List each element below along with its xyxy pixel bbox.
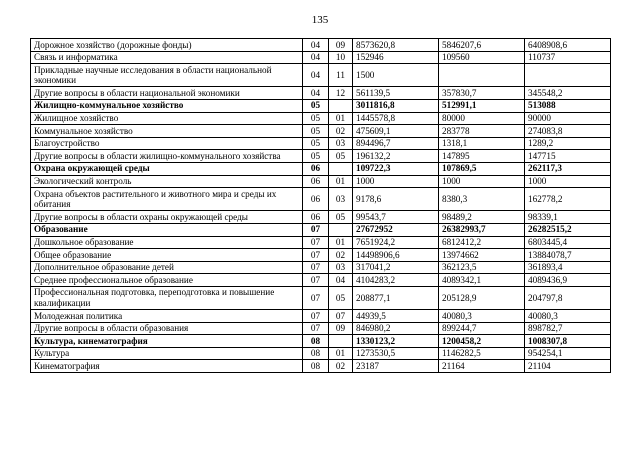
amount-year1-cell: 4104283,2 <box>353 274 439 287</box>
table-row <box>31 310 611 323</box>
section-code-cell: 07 <box>303 249 329 262</box>
name-cell: Связь и информатика <box>31 51 303 64</box>
section-code-cell: 07 <box>303 236 329 249</box>
table-section-row <box>31 223 611 236</box>
section-code-cell: 06 <box>303 175 329 188</box>
amount-year2-cell: 147895 <box>439 150 525 163</box>
amount-year1-cell: 475609,1 <box>353 125 439 138</box>
table-row <box>31 87 611 100</box>
amount-year3-cell: 954254,1 <box>525 347 611 360</box>
amount-year2-cell: 40080,3 <box>439 310 525 323</box>
name-cell: Дорожное хозяйство (дорожные фонды) <box>31 39 303 52</box>
page-number: 135 <box>311 14 329 26</box>
name-cell: Благоустройство <box>31 137 303 150</box>
subsection-code-cell: 05 <box>329 150 353 163</box>
name-cell: Профессиональная подготовка, переподготовка и повышение квалификации <box>31 286 303 309</box>
subsection-code-cell: 09 <box>329 39 353 52</box>
amount-year2-cell: 5846207,6 <box>439 39 525 52</box>
amount-year2-cell: 98489,2 <box>439 211 525 224</box>
amount-year3-cell: 90000 <box>525 112 611 125</box>
amount-year3-cell: 1289,2 <box>525 137 611 150</box>
subsection-code-cell: 05 <box>329 286 353 309</box>
section-code-cell: 06 <box>303 211 329 224</box>
name-cell: Среднее профессиональное образование <box>31 274 303 287</box>
name-cell: Жилищно-коммунальное хозяйство <box>31 99 303 112</box>
amount-year1-cell: 1000 <box>353 175 439 188</box>
amount-year2-cell: 21164 <box>439 360 525 373</box>
amount-year1-cell: 152946 <box>353 51 439 64</box>
amount-year3-cell: 4089436,9 <box>525 274 611 287</box>
section-code-cell: 07 <box>303 322 329 335</box>
name-cell: Другие вопросы в области национальной экономики <box>31 87 303 100</box>
amount-year2-cell <box>439 64 525 87</box>
table-row <box>31 236 611 249</box>
table-row <box>31 51 611 64</box>
table-row <box>31 249 611 262</box>
name-cell: Жилищное хозяйство <box>31 112 303 125</box>
subsection-code-cell: 12 <box>329 87 353 100</box>
section-code-cell: 04 <box>303 51 329 64</box>
section-code-cell: 06 <box>303 188 329 211</box>
name-cell: Молодежная политика <box>31 310 303 323</box>
amount-year1-cell: 8573620,8 <box>353 39 439 52</box>
amount-year3-cell: 21104 <box>525 360 611 373</box>
section-code-cell: 07 <box>303 261 329 274</box>
subsection-code-cell: 01 <box>329 347 353 360</box>
table-row <box>31 274 611 287</box>
amount-year3-cell: 26282515,2 <box>525 223 611 236</box>
amount-year2-cell: 1146282,5 <box>439 347 525 360</box>
name-cell: Другие вопросы в области охраны окружающей среды <box>31 211 303 224</box>
table-section-row <box>31 162 611 175</box>
amount-year2-cell: 107869,5 <box>439 162 525 175</box>
name-cell: Коммунальное хозяйство <box>31 125 303 138</box>
amount-year2-cell: 80000 <box>439 112 525 125</box>
amount-year3-cell: 13884078,7 <box>525 249 611 262</box>
amount-year2-cell: 4089342,1 <box>439 274 525 287</box>
amount-year3-cell: 345548,2 <box>525 87 611 100</box>
section-code-cell: 08 <box>303 347 329 360</box>
amount-year2-cell: 109560 <box>439 51 525 64</box>
table-row <box>31 175 611 188</box>
amount-year1-cell: 1500 <box>353 64 439 87</box>
amount-year3-cell: 513088 <box>525 99 611 112</box>
subsection-code-cell: 03 <box>329 137 353 150</box>
amount-year2-cell: 8380,3 <box>439 188 525 211</box>
amount-year1-cell: 561139,5 <box>353 87 439 100</box>
name-cell: Дошкольное образование <box>31 236 303 249</box>
amount-year1-cell: 23187 <box>353 360 439 373</box>
table-section-row <box>31 99 611 112</box>
amount-year1-cell: 894496,7 <box>353 137 439 150</box>
amount-year1-cell: 196132,2 <box>353 150 439 163</box>
subsection-code-cell: 03 <box>329 261 353 274</box>
subsection-code-cell: 11 <box>329 64 353 87</box>
amount-year1-cell: 846980,2 <box>353 322 439 335</box>
section-code-cell: 05 <box>303 112 329 125</box>
amount-year3-cell: 1000 <box>525 175 611 188</box>
subsection-code-cell: 01 <box>329 175 353 188</box>
section-code-cell: 06 <box>303 162 329 175</box>
amount-year1-cell: 3011816,8 <box>353 99 439 112</box>
table-row <box>31 360 611 373</box>
table-row <box>31 150 611 163</box>
amount-year1-cell: 109722,3 <box>353 162 439 175</box>
amount-year3-cell: 98339,1 <box>525 211 611 224</box>
subsection-code-cell: 07 <box>329 310 353 323</box>
amount-year2-cell: 1318,1 <box>439 137 525 150</box>
subsection-code-cell: 01 <box>329 236 353 249</box>
section-code-cell: 04 <box>303 87 329 100</box>
name-cell: Дополнительное образование детей <box>31 261 303 274</box>
section-code-cell: 07 <box>303 223 329 236</box>
name-cell: Охрана объектов растительного и животного мира и среды их обитания <box>31 188 303 211</box>
amount-year3-cell: 110737 <box>525 51 611 64</box>
amount-year1-cell: 317041,2 <box>353 261 439 274</box>
table-section-row <box>31 335 611 348</box>
amount-year3-cell: 262117,3 <box>525 162 611 175</box>
amount-year2-cell: 26382993,7 <box>439 223 525 236</box>
name-cell: Общее образование <box>31 249 303 262</box>
amount-year2-cell: 6812412,2 <box>439 236 525 249</box>
section-code-cell: 04 <box>303 64 329 87</box>
name-cell: Кинематография <box>31 360 303 373</box>
subsection-code-cell <box>329 335 353 348</box>
amount-year1-cell: 44939,5 <box>353 310 439 323</box>
table-row <box>31 188 611 211</box>
table-row <box>31 261 611 274</box>
section-code-cell: 04 <box>303 39 329 52</box>
section-code-cell: 05 <box>303 99 329 112</box>
amount-year2-cell: 362123,5 <box>439 261 525 274</box>
subsection-code-cell <box>329 162 353 175</box>
name-cell: Образование <box>31 223 303 236</box>
table-row <box>31 39 611 52</box>
budget-table <box>30 38 611 373</box>
subsection-code-cell: 03 <box>329 188 353 211</box>
subsection-code-cell: 10 <box>329 51 353 64</box>
amount-year3-cell: 6408908,6 <box>525 39 611 52</box>
name-cell: Прикладные научные исследования в области национальной экономики <box>31 64 303 87</box>
section-code-cell: 08 <box>303 360 329 373</box>
amount-year2-cell: 512991,1 <box>439 99 525 112</box>
table-row <box>31 125 611 138</box>
amount-year2-cell: 13974662 <box>439 249 525 262</box>
amount-year3-cell: 898782,7 <box>525 322 611 335</box>
subsection-code-cell: 01 <box>329 112 353 125</box>
subsection-code-cell: 04 <box>329 274 353 287</box>
name-cell: Культура, кинематография <box>31 335 303 348</box>
section-code-cell: 07 <box>303 286 329 309</box>
section-code-cell: 07 <box>303 274 329 287</box>
amount-year2-cell: 357830,7 <box>439 87 525 100</box>
amount-year3-cell: 162778,2 <box>525 188 611 211</box>
amount-year3-cell <box>525 64 611 87</box>
amount-year2-cell: 283778 <box>439 125 525 138</box>
subsection-code-cell: 02 <box>329 360 353 373</box>
name-cell: Другие вопросы в области образования <box>31 322 303 335</box>
amount-year2-cell: 1200458,2 <box>439 335 525 348</box>
subsection-code-cell: 05 <box>329 211 353 224</box>
table-row <box>31 137 611 150</box>
section-code-cell: 05 <box>303 137 329 150</box>
subsection-code-cell: 02 <box>329 249 353 262</box>
subsection-code-cell: 02 <box>329 125 353 138</box>
amount-year3-cell: 361893,4 <box>525 261 611 274</box>
name-cell: Другие вопросы в области жилищно-коммунального хозяйства <box>31 150 303 163</box>
amount-year1-cell: 27672952 <box>353 223 439 236</box>
name-cell: Охрана окружающей среды <box>31 162 303 175</box>
table-row <box>31 64 611 87</box>
amount-year1-cell: 99543,7 <box>353 211 439 224</box>
amount-year2-cell: 899244,7 <box>439 322 525 335</box>
amount-year2-cell: 1000 <box>439 175 525 188</box>
name-cell: Культура <box>31 347 303 360</box>
amount-year1-cell: 208877,1 <box>353 286 439 309</box>
amount-year2-cell: 205128,9 <box>439 286 525 309</box>
section-code-cell: 05 <box>303 150 329 163</box>
amount-year3-cell: 147715 <box>525 150 611 163</box>
amount-year1-cell: 1273530,5 <box>353 347 439 360</box>
section-code-cell: 08 <box>303 335 329 348</box>
amount-year1-cell: 14498906,6 <box>353 249 439 262</box>
table-row <box>31 112 611 125</box>
amount-year1-cell: 9178,6 <box>353 188 439 211</box>
amount-year3-cell: 1008307,8 <box>525 335 611 348</box>
name-cell: Экологический контроль <box>31 175 303 188</box>
amount-year1-cell: 7651924,2 <box>353 236 439 249</box>
amount-year1-cell: 1445578,8 <box>353 112 439 125</box>
table-row <box>31 347 611 360</box>
table-row <box>31 211 611 224</box>
section-code-cell: 07 <box>303 310 329 323</box>
amount-year3-cell: 274083,8 <box>525 125 611 138</box>
amount-year1-cell: 1330123,2 <box>353 335 439 348</box>
subsection-code-cell: 09 <box>329 322 353 335</box>
amount-year3-cell: 6803445,4 <box>525 236 611 249</box>
section-code-cell: 05 <box>303 125 329 138</box>
table-row <box>31 322 611 335</box>
subsection-code-cell <box>329 99 353 112</box>
amount-year3-cell: 204797,8 <box>525 286 611 309</box>
table-row <box>31 286 611 309</box>
subsection-code-cell <box>329 223 353 236</box>
amount-year3-cell: 40080,3 <box>525 310 611 323</box>
